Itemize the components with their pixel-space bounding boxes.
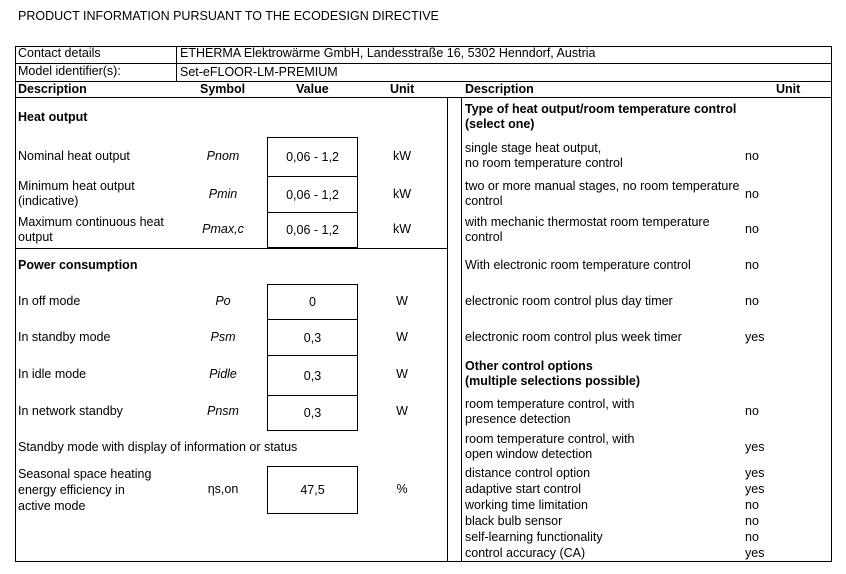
power-desc-standby: In standby mode	[18, 330, 111, 344]
left-header-value: Value	[296, 82, 329, 96]
heat-output-section-border	[15, 248, 448, 249]
heat-output-value-box-minimum	[267, 176, 358, 213]
control-type-unit-1: no	[745, 187, 759, 201]
control-type-desc-4: electronic room control plus day timer	[465, 294, 673, 308]
heat-output-value-maximum: 0,06 - 1,2	[286, 223, 339, 237]
other-option-unit-6: no	[745, 530, 759, 544]
power-desc-idle: In idle mode	[18, 367, 87, 381]
power-unit-standby: W	[396, 330, 408, 344]
heat-output-symbol-maximum: Pmax,c	[202, 222, 244, 236]
contact-value: ETHERMA Elektrowärme GmbH, Landesstraße 16, 5302 Henndorf, Austria	[180, 46, 596, 60]
model-value: Set-eFLOOR-LM-PREMIUM	[180, 65, 338, 79]
control-type-unit-4: no	[745, 294, 759, 308]
other-option-desc-6: self-learning functionality	[465, 530, 603, 544]
power-desc-network: In network standby	[18, 404, 123, 418]
power-symbol-standby: Psm	[210, 330, 236, 344]
other-option-desc-1: room temperature control, with open window detection	[465, 432, 635, 461]
other-option-unit-7: yes	[745, 546, 765, 560]
right-header-unit: Unit	[776, 82, 801, 96]
heat-output-heading: Heat output	[18, 110, 88, 124]
other-option-unit-0: no	[745, 404, 759, 418]
power-value-box-network	[267, 395, 358, 431]
table-right-border	[831, 46, 832, 562]
left-header-description: Description	[18, 82, 87, 96]
heat-output-value-minimum: 0,06 - 1,2	[286, 187, 339, 202]
header-row-border	[15, 97, 832, 98]
power-desc-off: In off mode	[18, 294, 81, 308]
left-section-right-border	[447, 97, 448, 562]
power-value-idle: 0,3	[303, 368, 322, 383]
heat-output-unit-maximum: kW	[392, 222, 412, 236]
control-type-unit-3: no	[745, 258, 759, 272]
info-divider	[176, 46, 177, 82]
efficiency-value-box	[267, 466, 358, 514]
right-section-left-border	[461, 97, 462, 562]
power-value-box-off	[267, 284, 358, 320]
page-title: PRODUCT INFORMATION PURSUANT TO THE ECODESIGN DIRECTIVE	[18, 9, 439, 23]
contact-label: Contact details	[18, 46, 101, 60]
other-option-desc-7: control accuracy (CA)	[465, 546, 586, 560]
efficiency-value: 47,5	[300, 483, 325, 497]
power-value-network: 0,3	[303, 406, 322, 420]
power-symbol-network: Pnsm	[207, 404, 239, 418]
heat-output-value-nominal: 0,06 - 1,2	[286, 150, 339, 164]
other-option-desc-2: distance control option	[465, 466, 591, 480]
other-option-unit-1: yes	[745, 440, 765, 454]
other-option-desc-0: room temperature control, with presence detection	[465, 397, 635, 426]
efficiency-unit: %	[396, 482, 408, 496]
right-header-description: Description	[465, 82, 534, 96]
model-label: Model identifier(s):	[18, 64, 121, 78]
power-heading: Power consumption	[18, 258, 138, 272]
other-options-heading: Other control options (multiple selections possible)	[465, 359, 641, 388]
heat-output-value-box-maximum	[267, 212, 358, 248]
power-value-off: 0	[309, 295, 316, 309]
heat-output-value-box-nominal	[267, 137, 358, 177]
power-symbol-off: Po	[215, 294, 231, 308]
control-type-unit-2: no	[745, 222, 759, 236]
other-option-unit-5: no	[745, 514, 759, 528]
power-unit-network: W	[396, 404, 408, 418]
standby-display-text: Standby mode with display of information or status	[18, 440, 298, 454]
control-type-desc-2: with mechanic thermostat room temperature control	[465, 215, 710, 244]
contact-row-border	[15, 63, 832, 64]
efficiency-desc: Seasonal space heating energy efficiency in active mode	[18, 467, 152, 513]
heat-output-desc-maximum: Maximum continuous heat output	[18, 215, 164, 244]
power-symbol-idle: Pidle	[209, 367, 237, 381]
heat-output-symbol-minimum: Pmin	[208, 187, 238, 201]
power-value-standby: 0,3	[303, 330, 322, 345]
other-option-desc-3: adaptive start control	[465, 482, 582, 496]
other-option-unit-2: yes	[745, 466, 765, 480]
power-unit-off: W	[396, 294, 408, 308]
control-type-desc-0: single stage heat output, no room temperature control	[465, 141, 623, 170]
power-unit-idle: W	[396, 367, 408, 381]
other-option-desc-4: working time limitation	[465, 498, 588, 512]
left-header-unit: Unit	[390, 82, 415, 96]
control-type-desc-5: electronic room control plus week timer	[465, 330, 682, 344]
heat-output-desc-minimum: Minimum heat output (indicative)	[18, 179, 135, 208]
power-value-box-idle	[267, 355, 358, 396]
other-option-unit-4: no	[745, 498, 759, 512]
table-left-border	[15, 46, 16, 562]
left-header-symbol: Symbol	[200, 82, 246, 96]
heat-output-desc-nominal: Nominal heat output	[18, 149, 130, 163]
table-bottom-border	[15, 561, 832, 562]
other-option-desc-5: black bulb sensor	[465, 514, 563, 528]
control-type-desc-3: With electronic room temperature control	[465, 258, 691, 272]
control-type-unit-0: no	[745, 149, 759, 163]
model-row-border	[15, 81, 832, 82]
control-type-unit-5: yes	[745, 330, 765, 344]
power-value-box-standby	[267, 319, 358, 356]
other-option-unit-3: yes	[745, 482, 765, 496]
heat-output-unit-minimum: kW	[392, 187, 412, 201]
control-type-heading: Type of heat output/room temperature control (select one)	[465, 102, 737, 131]
efficiency-symbol: ηs,on	[207, 482, 239, 496]
control-type-desc-1: two or more manual stages, no room temperature control	[465, 179, 740, 208]
heat-output-symbol-nominal: Pnom	[206, 149, 240, 163]
heat-output-unit-nominal: kW	[392, 149, 412, 163]
